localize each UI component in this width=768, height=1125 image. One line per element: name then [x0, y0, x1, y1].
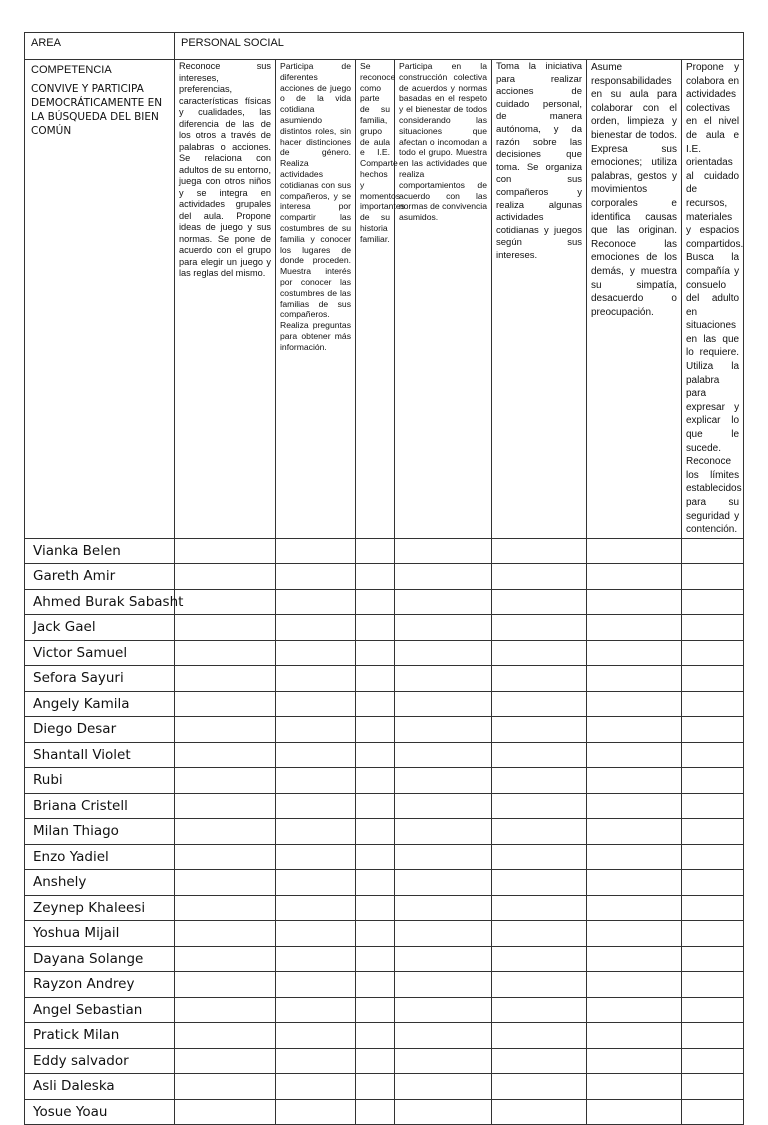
- student-name: Pratick Milan: [33, 1027, 120, 1044]
- assessment-cell[interactable]: [492, 1099, 587, 1125]
- assessment-cell[interactable]: [175, 1099, 276, 1125]
- assessment-cell[interactable]: [587, 691, 682, 717]
- student-name: Ahmed Burak Sabasht: [33, 593, 184, 610]
- assessment-cell[interactable]: [682, 1074, 744, 1100]
- assessment-cell[interactable]: [395, 921, 492, 947]
- assessment-cell[interactable]: [276, 640, 356, 666]
- student-name-cell: [25, 972, 175, 998]
- assessment-cell[interactable]: [175, 844, 276, 870]
- assessment-cell[interactable]: [175, 666, 276, 692]
- student-name-cell: [25, 768, 175, 794]
- student-name: Rayzon Andrey: [33, 976, 135, 993]
- assessment-cell[interactable]: [395, 1023, 492, 1049]
- assessment-cell[interactable]: [276, 538, 356, 564]
- assessment-cell[interactable]: [356, 793, 395, 819]
- assessment-cell[interactable]: [276, 1074, 356, 1100]
- assessment-cell[interactable]: [587, 768, 682, 794]
- assessment-cell[interactable]: [175, 819, 276, 845]
- criterion-cell-2: [276, 60, 356, 539]
- assessment-cell[interactable]: [587, 742, 682, 768]
- student-name-cell: [25, 870, 175, 896]
- assessment-cell[interactable]: [175, 946, 276, 972]
- criterion-text: Participa en la construcción colectiva de acuerdos y normas basadas en el respeto y el bienestar de todos considerando las situaciones que afectan o incomodan a todo el grupo. Muestra en las actividades que realiza comportamientos de acuerdo con las normas de convivencia asumidos.: [399, 61, 487, 223]
- assessment-cell[interactable]: [492, 538, 587, 564]
- student-row: [25, 666, 744, 692]
- assessment-cell[interactable]: [587, 921, 682, 947]
- student-row: [25, 589, 744, 615]
- student-row: [25, 819, 744, 845]
- student-name-cell: [25, 691, 175, 717]
- assessment-cell[interactable]: [492, 589, 587, 615]
- assessment-cell[interactable]: [395, 844, 492, 870]
- criterion-cell-5: [492, 60, 587, 539]
- assessment-cell[interactable]: [356, 589, 395, 615]
- assessment-cell[interactable]: [276, 768, 356, 794]
- assessment-cell[interactable]: [395, 997, 492, 1023]
- assessment-cell[interactable]: [276, 972, 356, 998]
- assessment-cell[interactable]: [175, 589, 276, 615]
- assessment-cell[interactable]: [587, 1048, 682, 1074]
- student-name: Gareth Amir: [33, 568, 116, 585]
- assessment-cell[interactable]: [175, 742, 276, 768]
- assessment-cell[interactable]: [395, 589, 492, 615]
- student-name-cell: [25, 717, 175, 743]
- student-name: Sefora Sayuri: [33, 670, 124, 687]
- assessment-cell[interactable]: [682, 1048, 744, 1074]
- student-name: Yoshua Mijail: [33, 925, 120, 942]
- student-row: [25, 768, 744, 794]
- criterion-text: Participa de diferentes acciones de juego o de la vida cotidiana asumiendo distintos roles, sin hacer distinciones de género. Realiza actividades cotidianas con sus compañeros, y se interesa por compartir las costumbres de su familia y conocer los lugares de donde proceden. Muestra interés por conocer las costumbres de las familias de sus compañeros. Realiza preguntas para obtener más información.: [280, 61, 351, 352]
- assessment-cell[interactable]: [356, 972, 395, 998]
- assessment-cell[interactable]: [682, 793, 744, 819]
- assessment-cell[interactable]: [395, 640, 492, 666]
- assessment-cell[interactable]: [492, 997, 587, 1023]
- student-name: Angely Kamila: [33, 695, 130, 712]
- assessment-cell[interactable]: [356, 921, 395, 947]
- assessment-cell[interactable]: [175, 997, 276, 1023]
- assessment-cell[interactable]: [276, 717, 356, 743]
- assessment-cell[interactable]: [587, 717, 682, 743]
- assessment-cell[interactable]: [395, 1074, 492, 1100]
- assessment-cell[interactable]: [356, 768, 395, 794]
- area-label-cell: [25, 33, 175, 60]
- assessment-cell[interactable]: [356, 742, 395, 768]
- criterion-text: Asume responsabilidades en su aula para colaborar con el orden, limpieza y bienestar de todos. Expresa sus emociones; utiliza palabras, gestos y movimientos corporales e identifica causas que las originan. Reconoce las emociones de los demás, y muestra su simpatía, desacuerdo o preocupación.: [591, 62, 677, 318]
- student-row: [25, 615, 744, 641]
- assessment-cell[interactable]: [682, 589, 744, 615]
- assessment-cell[interactable]: [175, 691, 276, 717]
- assessment-cell[interactable]: [175, 921, 276, 947]
- assessment-cell[interactable]: [492, 1074, 587, 1100]
- student-row: [25, 895, 744, 921]
- assessment-cell[interactable]: [356, 844, 395, 870]
- assessment-cell[interactable]: [587, 972, 682, 998]
- assessment-cell[interactable]: [395, 972, 492, 998]
- area-row: [25, 33, 744, 60]
- competencia-cell: [25, 60, 175, 539]
- assessment-cell[interactable]: [276, 1099, 356, 1125]
- assessment-cell[interactable]: [492, 1023, 587, 1049]
- assessment-cell[interactable]: [587, 946, 682, 972]
- assessment-cell[interactable]: [175, 564, 276, 590]
- student-row: [25, 870, 744, 896]
- assessment-cell[interactable]: [587, 538, 682, 564]
- assessment-cell[interactable]: [356, 997, 395, 1023]
- assessment-cell[interactable]: [587, 997, 682, 1023]
- assessment-cell[interactable]: [587, 1074, 682, 1100]
- student-name: Enzo Yadiel: [33, 848, 109, 865]
- student-name-cell: [25, 742, 175, 768]
- student-name-cell: [25, 538, 175, 564]
- assessment-cell[interactable]: [276, 870, 356, 896]
- assessment-cell[interactable]: [492, 640, 587, 666]
- assessment-cell[interactable]: [276, 895, 356, 921]
- area-value-cell: [175, 33, 744, 60]
- student-name: Jack Gael: [33, 619, 96, 636]
- assessment-cell[interactable]: [492, 972, 587, 998]
- student-row: [25, 972, 744, 998]
- assessment-cell[interactable]: [682, 1099, 744, 1125]
- assessment-cell[interactable]: [356, 819, 395, 845]
- assessment-cell[interactable]: [395, 1099, 492, 1125]
- student-row: [25, 844, 744, 870]
- assessment-cell[interactable]: [356, 640, 395, 666]
- assessment-cell[interactable]: [682, 564, 744, 590]
- assessment-cell[interactable]: [395, 538, 492, 564]
- assessment-cell[interactable]: [395, 742, 492, 768]
- student-name-cell: [25, 640, 175, 666]
- assessment-cell[interactable]: [492, 946, 587, 972]
- assessment-cell[interactable]: [682, 921, 744, 947]
- assessment-cell[interactable]: [682, 895, 744, 921]
- assessment-cell[interactable]: [175, 615, 276, 641]
- student-name: Asli Daleska: [33, 1078, 115, 1095]
- student-name-cell: [25, 793, 175, 819]
- assessment-cell[interactable]: [492, 1048, 587, 1074]
- assessment-cell[interactable]: [587, 819, 682, 845]
- assessment-cell[interactable]: [356, 691, 395, 717]
- assessment-cell[interactable]: [175, 640, 276, 666]
- assessment-cell[interactable]: [276, 564, 356, 590]
- student-name: Yosue Yoau: [33, 1103, 108, 1120]
- criterion-text: Reconoce sus intereses, preferencias, características físicas y cualidades, las diferencia de las de los otros a través de palabras o acciones. Se relaciona con adultos de su entorno, juega con otros niños y se integra en actividades grupales del aula. Propone ideas de juego y sus normas. Se pone de acuerdo con el grupo para elegir un juego y las reglas del mismo.: [179, 61, 271, 278]
- student-row: [25, 921, 744, 947]
- student-name: Eddy salvador: [33, 1052, 129, 1069]
- assessment-cell[interactable]: [492, 895, 587, 921]
- criterion-cell-6: [587, 60, 682, 539]
- student-name-cell: [25, 1048, 175, 1074]
- assessment-cell[interactable]: [395, 1048, 492, 1074]
- student-row: [25, 640, 744, 666]
- student-name-cell: [25, 946, 175, 972]
- competencia-row: [25, 60, 744, 539]
- assessment-cell[interactable]: [356, 564, 395, 590]
- assessment-cell[interactable]: [587, 666, 682, 692]
- assessment-cell[interactable]: [682, 666, 744, 692]
- student-row: [25, 538, 744, 564]
- assessment-cell[interactable]: [356, 1048, 395, 1074]
- student-name: Zeynep Khaleesi: [33, 899, 146, 916]
- assessment-cell[interactable]: [682, 1023, 744, 1049]
- assessment-cell[interactable]: [587, 564, 682, 590]
- assessment-cell[interactable]: [395, 946, 492, 972]
- assessment-cell[interactable]: [395, 564, 492, 590]
- student-name: Rubi: [33, 772, 63, 789]
- student-name-cell: [25, 819, 175, 845]
- criterion-text: Toma la iniciativa para realizar acciones de cuidado personal, de manera autónoma, y da razón sobre las decisiones que toma. Se organiza con sus compañeros y realiza algunas actividades cotidianas y juegos según sus intereses.: [496, 61, 582, 261]
- assessment-cell[interactable]: [682, 538, 744, 564]
- student-name-cell: [25, 666, 175, 692]
- student-name: Milan Thiago: [33, 823, 119, 840]
- assessment-cell[interactable]: [395, 768, 492, 794]
- student-row: [25, 691, 744, 717]
- student-row: [25, 717, 744, 743]
- assessment-cell[interactable]: [492, 742, 587, 768]
- student-name: Vianka Belen: [33, 542, 121, 559]
- assessment-cell[interactable]: [395, 666, 492, 692]
- evaluation-table: [24, 32, 744, 1125]
- assessment-cell[interactable]: [175, 870, 276, 896]
- assessment-cell[interactable]: [587, 793, 682, 819]
- assessment-cell[interactable]: [175, 1074, 276, 1100]
- assessment-cell[interactable]: [492, 615, 587, 641]
- evaluation-register-sheet: [24, 32, 744, 1120]
- student-name-cell: [25, 997, 175, 1023]
- assessment-cell[interactable]: [492, 870, 587, 896]
- student-name: Dayana Solange: [33, 950, 144, 967]
- assessment-cell[interactable]: [682, 819, 744, 845]
- assessment-cell[interactable]: [587, 589, 682, 615]
- assessment-cell[interactable]: [682, 844, 744, 870]
- assessment-cell[interactable]: [682, 717, 744, 743]
- assessment-cell[interactable]: [175, 972, 276, 998]
- assessment-cell[interactable]: [175, 793, 276, 819]
- student-name-cell: [25, 844, 175, 870]
- student-name-cell: [25, 1023, 175, 1049]
- assessment-cell[interactable]: [175, 538, 276, 564]
- student-row: [25, 564, 744, 590]
- criterion-cell-1: [175, 60, 276, 539]
- assessment-cell[interactable]: [356, 615, 395, 641]
- assessment-cell[interactable]: [276, 844, 356, 870]
- assessment-cell[interactable]: [175, 1048, 276, 1074]
- assessment-cell[interactable]: [175, 895, 276, 921]
- assessment-cell[interactable]: [395, 691, 492, 717]
- student-name: Briana Cristell: [33, 797, 128, 814]
- student-name-cell: [25, 615, 175, 641]
- assessment-cell[interactable]: [682, 768, 744, 794]
- student-name-cell: [25, 564, 175, 590]
- assessment-cell[interactable]: [492, 844, 587, 870]
- student-row: [25, 946, 744, 972]
- student-row: [25, 1099, 744, 1125]
- assessment-cell[interactable]: [175, 1023, 276, 1049]
- assessment-cell[interactable]: [276, 742, 356, 768]
- assessment-cell[interactable]: [356, 895, 395, 921]
- area-value: PERSONAL SOCIAL: [181, 37, 284, 49]
- assessment-cell[interactable]: [356, 1099, 395, 1125]
- assessment-cell[interactable]: [492, 717, 587, 743]
- assessment-cell[interactable]: [492, 691, 587, 717]
- assessment-cell[interactable]: [682, 946, 744, 972]
- student-row: [25, 997, 744, 1023]
- assessment-cell[interactable]: [395, 819, 492, 845]
- assessment-cell[interactable]: [356, 666, 395, 692]
- student-row: [25, 1023, 744, 1049]
- assessment-cell[interactable]: [682, 615, 744, 641]
- assessment-cell[interactable]: [276, 1023, 356, 1049]
- assessment-cell[interactable]: [356, 1023, 395, 1049]
- assessment-cell[interactable]: [175, 717, 276, 743]
- assessment-cell[interactable]: [356, 870, 395, 896]
- student-name-cell: [25, 1099, 175, 1125]
- student-name: Anshely: [33, 874, 87, 891]
- assessment-cell[interactable]: [587, 1023, 682, 1049]
- assessment-cell[interactable]: [276, 589, 356, 615]
- student-name: Angel Sebastian: [33, 1001, 143, 1018]
- assessment-cell[interactable]: [587, 640, 682, 666]
- assessment-cell[interactable]: [395, 717, 492, 743]
- criterion-text: Se reconoce como parte de su familia, grupo de aula e I.E. Comparte hechos y momentos importantes de su historia familiar.: [360, 61, 405, 244]
- criterion-cell-4: [395, 60, 492, 539]
- student-row: [25, 793, 744, 819]
- student-name-cell: [25, 1074, 175, 1100]
- assessment-cell[interactable]: [682, 997, 744, 1023]
- assessment-cell[interactable]: [276, 691, 356, 717]
- assessment-cell[interactable]: [276, 666, 356, 692]
- student-name: Diego Desar: [33, 721, 117, 738]
- assessment-cell[interactable]: [276, 615, 356, 641]
- assessment-cell[interactable]: [276, 997, 356, 1023]
- student-name-cell: [25, 921, 175, 947]
- assessment-cell[interactable]: [276, 819, 356, 845]
- student-row: [25, 1048, 744, 1074]
- competencia-text: CONVIVE Y PARTICIPA DEMOCRÁTICAMENTE EN LA BÚSQUEDA DEL BIEN COMÚN: [31, 83, 163, 137]
- assessment-cell[interactable]: [587, 844, 682, 870]
- assessment-cell[interactable]: [356, 946, 395, 972]
- assessment-cell[interactable]: [587, 870, 682, 896]
- competencia-label: COMPETENCIA: [31, 64, 112, 76]
- criterion-cell-7: [682, 60, 744, 539]
- assessment-cell[interactable]: [395, 870, 492, 896]
- assessment-cell[interactable]: [395, 895, 492, 921]
- assessment-cell[interactable]: [682, 691, 744, 717]
- assessment-cell[interactable]: [682, 972, 744, 998]
- assessment-cell[interactable]: [492, 793, 587, 819]
- assessment-cell[interactable]: [175, 768, 276, 794]
- assessment-cell[interactable]: [492, 819, 587, 845]
- assessment-cell[interactable]: [356, 538, 395, 564]
- assessment-cell[interactable]: [276, 946, 356, 972]
- assessment-cell[interactable]: [276, 793, 356, 819]
- assessment-cell[interactable]: [395, 793, 492, 819]
- assessment-cell[interactable]: [356, 1074, 395, 1100]
- student-name-cell: [25, 589, 184, 615]
- assessment-cell[interactable]: [276, 921, 356, 947]
- assessment-cell[interactable]: [682, 640, 744, 666]
- assessment-cell[interactable]: [682, 870, 744, 896]
- assessment-cell[interactable]: [682, 742, 744, 768]
- student-name-cell: [25, 895, 175, 921]
- student-name: Shantall Violet: [33, 746, 131, 763]
- criterion-cell-3: [356, 60, 405, 539]
- assessment-cell[interactable]: [492, 768, 587, 794]
- student-row: [25, 1074, 744, 1100]
- assessment-cell[interactable]: [395, 615, 492, 641]
- assessment-cell[interactable]: [587, 615, 682, 641]
- assessment-cell[interactable]: [356, 717, 395, 743]
- assessment-cell[interactable]: [492, 564, 587, 590]
- assessment-cell[interactable]: [587, 895, 682, 921]
- student-row: [25, 742, 744, 768]
- assessment-cell[interactable]: [587, 1099, 682, 1125]
- student-name: Victor Samuel: [33, 644, 128, 661]
- criterion-text: Propone y colabora en actividades colectivas en el nivel de aula e I.E. orientadas al cuidado de recursos, materiales y espacios compartidos. Busca la compañía y consuelo del adulto en situaciones en las que lo requiere. Utiliza la palabra para expresar y explicar lo que le sucede. Reconoce los límites establecidos para su seguridad y contención.: [686, 62, 744, 536]
- assessment-cell[interactable]: [492, 666, 587, 692]
- assessment-cell[interactable]: [492, 921, 587, 947]
- assessment-cell[interactable]: [276, 1048, 356, 1074]
- area-label: AREA: [31, 37, 61, 49]
